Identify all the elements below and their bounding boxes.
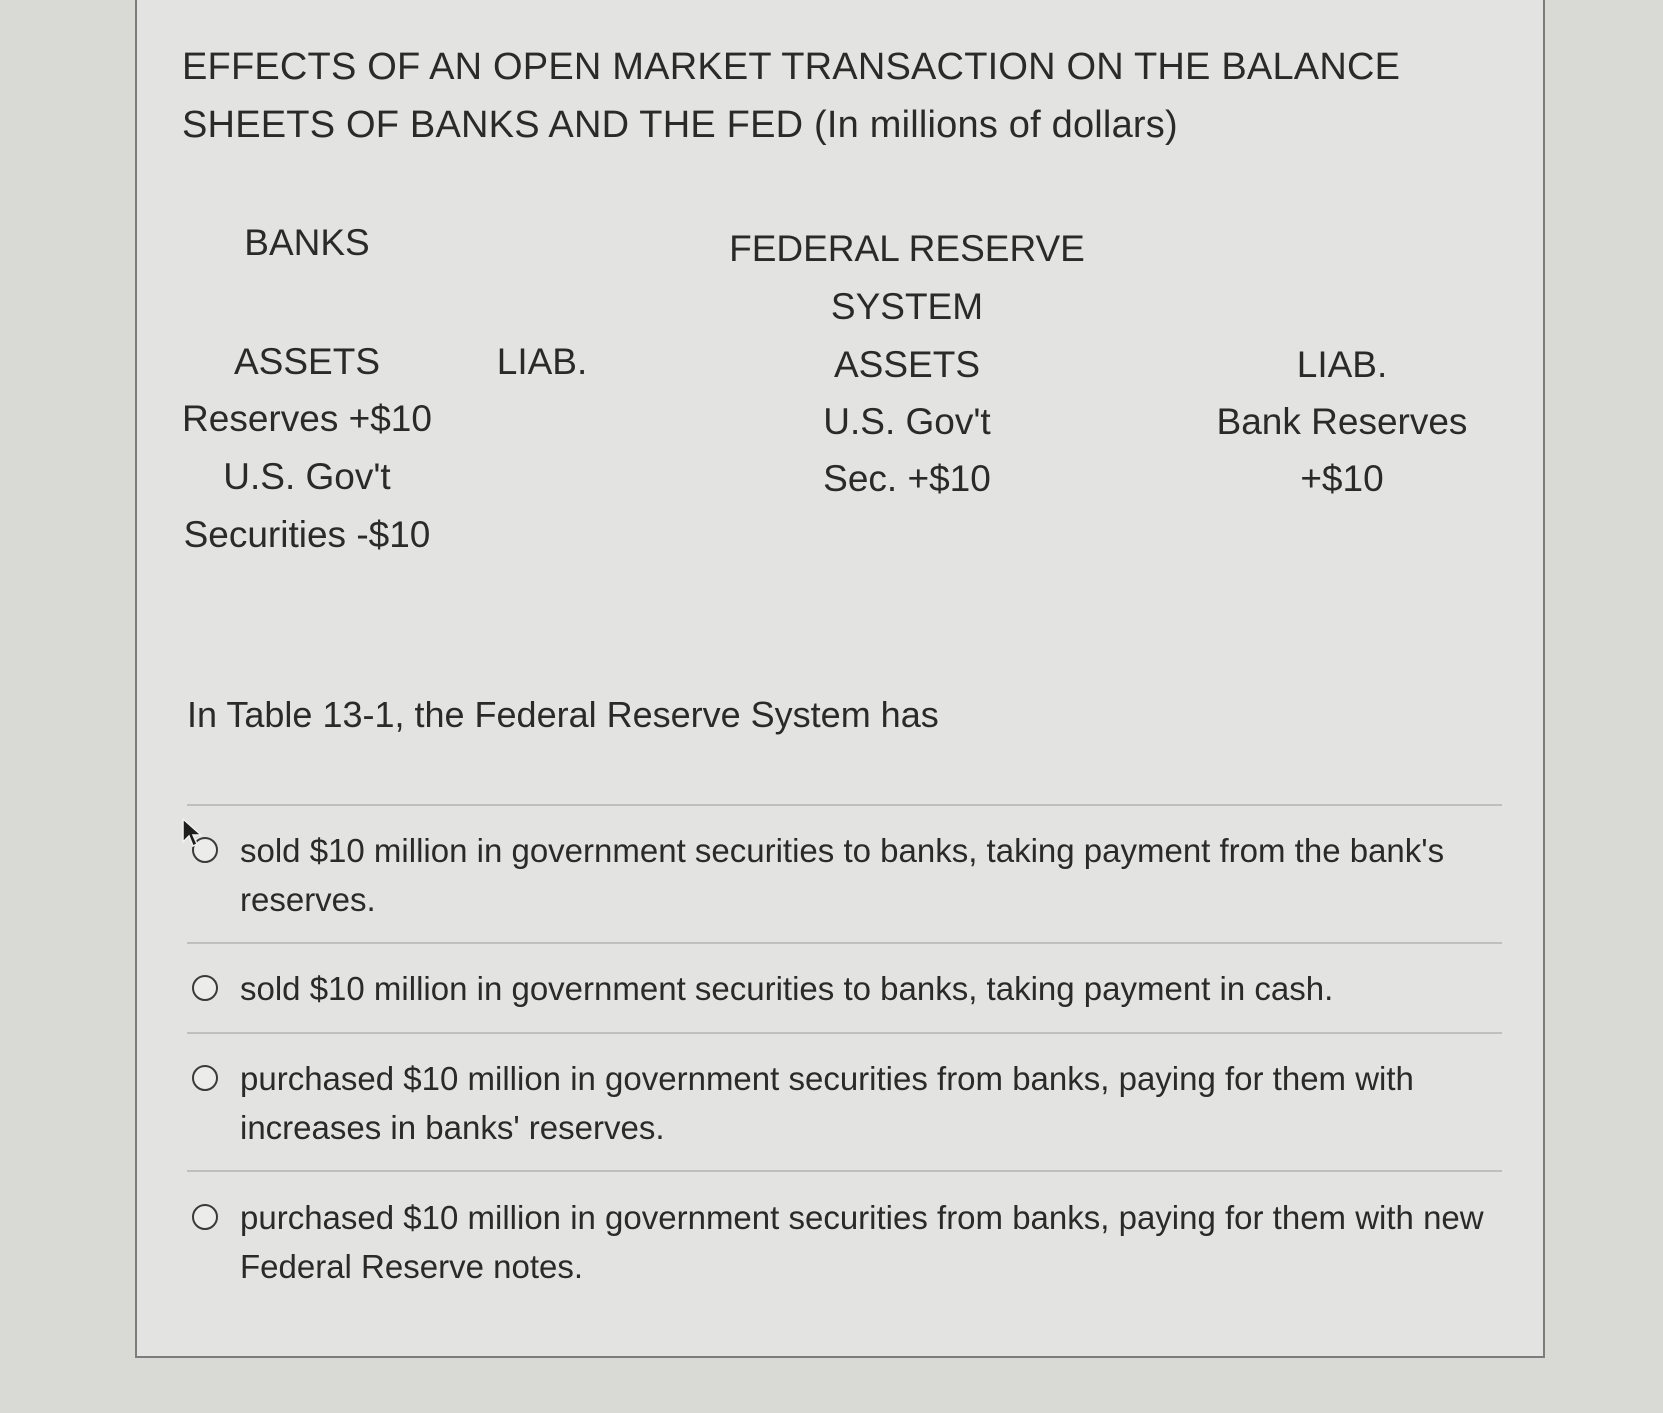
banks-assets-securities: Securities -$10 bbox=[183, 514, 431, 555]
divider bbox=[187, 1032, 1502, 1034]
fed-assets-label: ASSETS bbox=[834, 344, 980, 385]
answer-option-label: sold $10 million in government securities to banks, taking payment from the bank's reserves. bbox=[240, 832, 1445, 918]
fed-liab-reserves: Bank Reserves bbox=[1216, 401, 1468, 442]
banks-heading: BANKS bbox=[244, 222, 370, 263]
answer-option-label: purchased $10 million in government securities from banks, paying for them with new Federal Reserve notes. bbox=[240, 1199, 1484, 1285]
answer-option-4[interactable] bbox=[192, 1193, 1502, 1291]
answer-option-label: purchased $10 million in government securities from banks, paying for them with increases in banks' reserves. bbox=[240, 1060, 1414, 1146]
divider bbox=[187, 1170, 1502, 1172]
question-panel bbox=[135, 0, 1545, 1358]
divider bbox=[187, 804, 1502, 806]
banks-assets-govt: U.S. Gov't bbox=[223, 456, 391, 497]
fed-liab-amount: +$10 bbox=[1300, 458, 1384, 499]
answer-option-label: sold $10 million in government securities to banks, taking payment in cash. bbox=[240, 970, 1334, 1007]
radio-button[interactable] bbox=[192, 1204, 218, 1230]
radio-button[interactable] bbox=[192, 975, 218, 1001]
answer-option-1[interactable] bbox=[192, 826, 1502, 924]
fed-liab-label: LIAB. bbox=[1296, 344, 1388, 385]
fed-assets-sec: Sec. +$10 bbox=[823, 458, 991, 499]
radio-button[interactable] bbox=[192, 1065, 218, 1091]
mouse-cursor-icon bbox=[182, 818, 204, 848]
answer-option-3[interactable] bbox=[192, 1054, 1502, 1152]
banks-liab-label: LIAB. bbox=[496, 341, 588, 382]
banks-assets-reserves: Reserves +$10 bbox=[182, 398, 432, 439]
fed-heading: FEDERAL RESERVE bbox=[729, 228, 1085, 269]
divider bbox=[187, 942, 1502, 944]
fed-assets-govt: U.S. Gov't bbox=[823, 401, 991, 442]
table-title: EFFECTS OF AN OPEN MARKET TRANSACTION ON THE BALANCE SHEETS OF BANKS AND THE FED (In millions of dollars) bbox=[182, 46, 1401, 146]
fed-heading-system: SYSTEM bbox=[830, 286, 984, 327]
answer-option-2[interactable] bbox=[192, 964, 1502, 1013]
question-prompt: In Table 13-1, the Federal Reserve System has bbox=[187, 694, 939, 735]
banks-assets-label: ASSETS bbox=[234, 341, 380, 382]
